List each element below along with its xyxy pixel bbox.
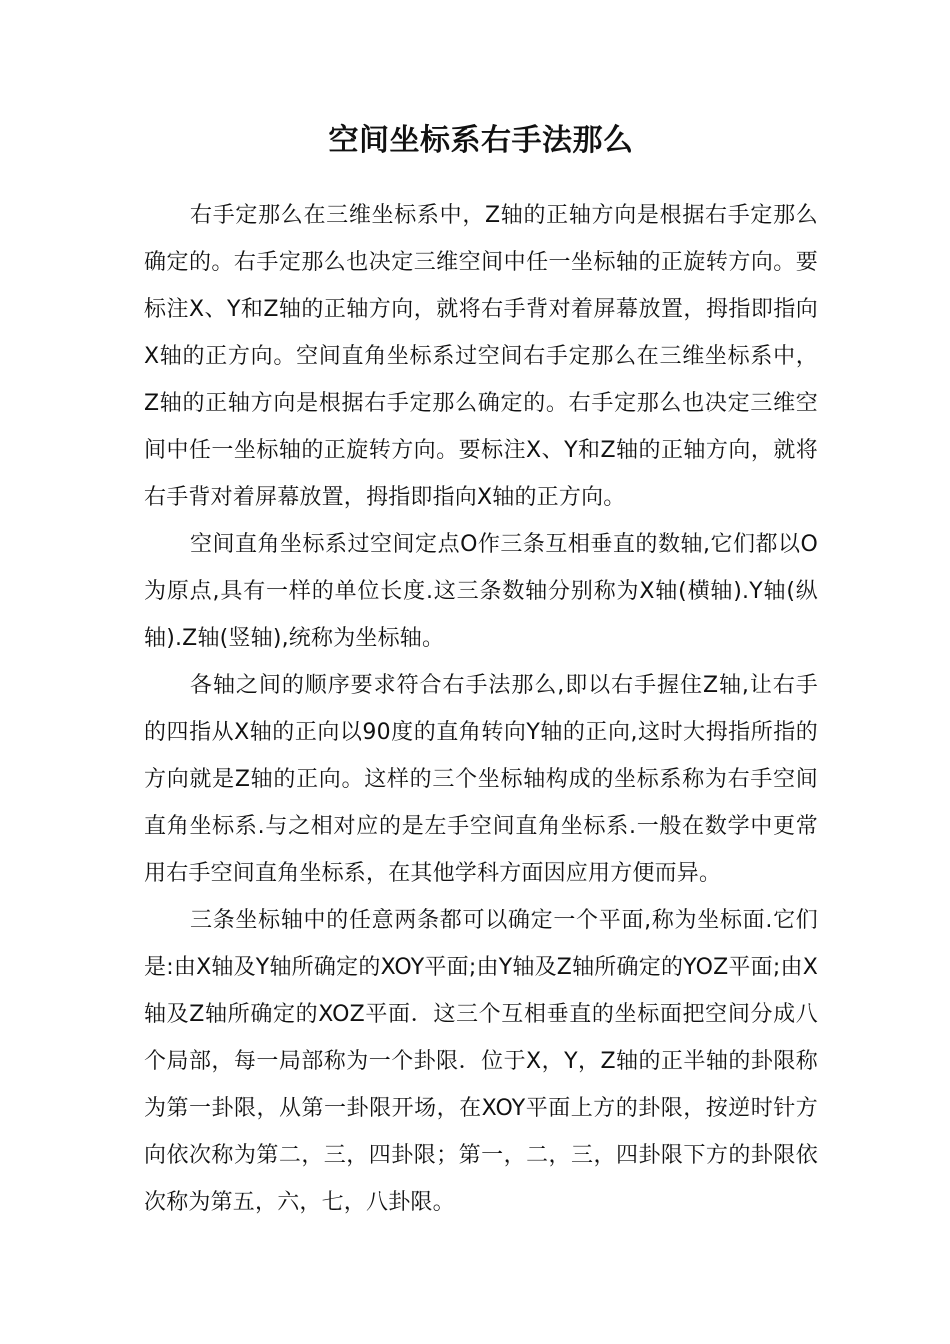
paragraph-axis-order: 各轴之间的顺序要求符合右手法那么,即以右手握住Z轴,让右手的四指从X轴的正向以90度的直角转向Y轴的正向,这时大拇指所指的方向就是Z轴的正向。这样的三个坐标轴构成的坐标系称为右手空间直角坐标系.与之相对应的是左手空间直角坐标系.一般在数学中更常用右手空间直角坐标系，在其他学科方面因应用方便而异。 <box>144 673 818 886</box>
document-title: 空间坐标系右手法那么 <box>328 123 634 158</box>
paragraph-coordinate-axes: 空间直角坐标系过空间定点O作三条互相垂直的数轴,它们都以O为原点,具有一样的单位长度.这三条数轴分别称为X轴(横轴).Y轴(纵轴).Z轴(竖轴),统称为坐标轴。 <box>144 532 818 651</box>
paragraph-right-hand-rule: 右手定那么在三维坐标系中，Z轴的正轴方向是根据右手定那么确定的。右手定那么也决定三维空间中任一坐标轴的正旋转方向。要标注X、Y和Z轴的正轴方向，就将右手背对着屏幕放置，拇指即指向X轴的正方向。空间直角坐标系过空间右手定那么在三维坐标系中，Z轴的正轴方向是根据右手定那么确定的。右手定那么也决定三维空间中任一坐标轴的正旋转方向。要标注X、Y和Z轴的正轴方向，就将右手背对着屏幕放置，拇指即指向X轴的正方向。 <box>144 203 818 510</box>
paragraph-coordinate-planes: 三条坐标轴中的任意两条都可以确定一个平面,称为坐标面.它们是:由X轴及Y轴所确定的XOY平面;由Y轴及Z轴所确定的YOZ平面;由X轴及Z轴所确定的XOZ平面．这三个互相垂直的坐标面把空间分成八个局部，每一局部称为一个卦限．位于X，Y，Z轴的正半轴的卦限称为第一卦限，从第一卦限开场，在XOY平面上方的卦限，按逆时针方向依次称为第二，三，四卦限；第一，二，三，四卦限下方的卦限依次称为第五，六，七，八卦限。 <box>144 908 818 1215</box>
